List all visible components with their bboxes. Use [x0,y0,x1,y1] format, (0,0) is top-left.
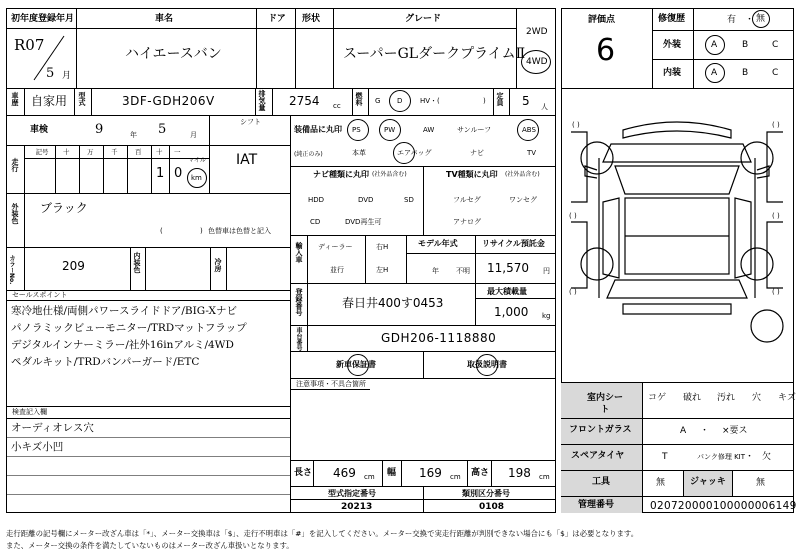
color-value: ブラック [40,201,88,215]
import-dealer: ディーラー [318,243,353,251]
car-name-label: 車名 [155,14,174,24]
fuel-d: D [397,97,403,105]
interior-color-label: 内装色 [133,252,141,273]
diagram-label-5: ( ) [569,288,577,296]
spare-label: スペアタイヤ [571,451,625,461]
mileage-digit-4: 1 [156,166,165,181]
interior-label: 内装 [663,68,682,78]
type-no-label: 型式指定番号 [328,489,376,498]
diagram-label-4: ( ) [772,212,780,220]
grid-line [55,145,56,193]
length-unit: cm [364,473,375,481]
footer-note-2: また、メーター交換の条件を満たしていないものはメーター改ざん車扱いとなります。 [6,541,294,550]
navi-dvd: DVD [358,196,374,204]
mileage-label: 走行 [11,158,19,172]
max-load-label: 最大積載量 [487,287,527,296]
color-no-label: カラーNo. [8,255,15,285]
mgmt-label: 管理番号 [578,500,615,510]
tools-label: 工具 [592,477,611,487]
notes-label: 注意事項・不具合箇所 [296,380,366,388]
sales-point-line-3: デジタルインナーミラー/社外16inアルミ/4WD [11,339,234,351]
usage-value: 自家用 [31,94,68,108]
shape-label: 形状 [302,14,321,24]
interior-grade-b: B [742,68,749,78]
import-rh: 右H [376,243,389,251]
max-load-value: 1,000 [494,305,529,319]
inspection-year: 9 [95,122,104,137]
spare-kit: パンク修理 KIT [697,453,746,461]
model-label: 型式 [78,92,86,106]
mileage-col-6: 一 [174,148,181,156]
mileage-digit-5: 0 [174,166,183,181]
capacity-label: 定員 [496,92,504,106]
width-unit: cm [450,473,461,481]
model-year-label: モデル年式 [418,239,458,248]
spare-none: 欠 [762,452,772,462]
mileage-col-2: 万 [87,148,94,156]
class-no-value: 0108 [479,502,505,512]
type-no-value: 20213 [341,502,373,512]
shift-value: IAT [236,152,258,168]
width-label: 幅 [387,468,397,478]
manual-label: 取扱説明書 [467,360,507,369]
fuel-hv: HV・( [420,97,440,105]
recycle-label: リサイクル預託金 [482,239,545,248]
windshield-a: A [680,426,687,436]
navi-sd: SD [404,196,414,204]
aircon-label: 冷房 [214,258,222,272]
car-condition-diagram [563,92,792,382]
sales-points-label: セールスポイント [12,291,68,299]
reg-number-value: 春日井400す0453 [342,296,444,310]
windshield-note: ×要ス [722,426,748,436]
color-label: 外装色 [11,203,19,224]
import-lh: 左H [376,266,389,274]
score-label: 評価点 [588,15,616,25]
reg-month-value: 5 [46,66,55,81]
mileage-col-1: 十 [63,148,70,156]
grid-line [79,145,80,193]
inspection-month-unit: 月 [190,131,197,139]
diagram-label-1: ( ) [572,121,580,129]
equipment-sub: (純正のみ) [294,151,323,158]
grid-line [103,145,104,193]
capacity-unit: 人 [541,103,548,111]
tv-label: TV種類に丸印 [446,170,498,179]
repair-no: 無 [756,14,766,24]
mileage-mile-unit: マイル [188,157,206,164]
navi-sub: (社外品含む) [372,171,407,178]
height-value: 198 [508,466,531,480]
diagram-label-6: ( ) [772,288,780,296]
navi-cd: CD [310,218,321,226]
footer-note-1: 走行距離の記号欄にメーター改ざん車は「*」、メーター交換車は「$」、走行不明車は「#」を記入してください。メーター交換で実走行距離が判別できない場合にも「$」は必要となります。 [6,529,639,538]
grade-label: グレード [405,14,442,24]
exterior-label: 外装 [663,40,682,50]
exterior-grade-b: B [742,40,749,50]
seat-item-2: 汚れ [717,393,736,403]
repair-sep: ・ [745,15,755,25]
drive-4wd: 4WD [526,57,548,67]
sales-point-line-4: ペダルキット/TRDバンパーガード/ETC [11,356,200,368]
fuel-label: 燃料 [355,92,363,106]
exterior-grade-c: C [772,40,779,50]
import-label: 輸入車 [295,242,303,263]
drive-2wd: 2WD [526,27,548,37]
seat-label: 室内シート [586,393,623,415]
equipment-r2-3: TV [527,149,537,157]
model-value: 3DF-GDH206V [122,94,215,108]
inspector-line-2: 小キズ小凹 [11,441,64,453]
height-unit: cm [539,473,550,481]
mileage-col-0: 記号 [35,148,49,156]
chassis-value: GDH206-1118880 [381,331,497,345]
reg-year-label: 初年度登録年月 [11,14,75,24]
grade-value: スーパーGLダークプライムⅡ [343,46,526,62]
grid-line [169,145,170,193]
seat-item-1: 破れ [683,393,702,403]
equipment-4: ABS [522,126,536,134]
inspector-label: 検査記入欄 [12,408,47,416]
grid-line [127,145,128,193]
width-value: 169 [419,466,442,480]
import-parallel: 並行 [330,266,344,274]
fuel-close: ) [483,97,486,105]
inspection-year-unit: 年 [130,131,137,139]
displacement-unit: cc [333,102,341,110]
exterior-grade-a: A [711,40,718,50]
reg-number-label: 登録番号 [295,288,303,316]
color-note: 色替車は色替と記入 [208,227,271,235]
sales-point-line-1: 寒冷地仕様/両側パワースライドドア/BIG-Xナビ [11,305,238,317]
equipment-label: 装備品に丸印 [294,125,342,134]
repair-yes: 有 [727,15,737,25]
diagram-label-2: ( ) [772,121,780,129]
tv-fullseg: フルセグ [453,196,481,204]
inspector-line-1: オーディオレス穴 [11,422,94,434]
inspection-month: 5 [158,122,167,137]
class-no-label: 類別区分番号 [462,489,510,498]
equipment-r2-1: エアバッグ [397,149,432,157]
spare-t: T [662,452,668,462]
warranty-label: 新車保証書 [336,360,376,369]
color-no-value: 209 [62,259,85,273]
seat-item-3: 穴 [752,393,762,403]
reg-month-unit: 月 [62,71,72,81]
windshield-dot: ・ [700,426,710,436]
recycle-value: 11,570 [487,261,529,275]
color-paren-close: ) [200,227,203,235]
tv-sub: (社外品含む) [505,171,540,178]
score-value: 6 [596,33,616,68]
repair-label: 修復歴 [658,14,686,24]
height-label: 高さ [471,468,490,478]
length-label: 長さ [294,468,313,478]
tools-value: 無 [656,478,666,488]
windshield-label: フロントガラス [569,425,632,435]
jack-value: 無 [756,478,766,488]
fuel-g: G [375,97,381,105]
navi-hdd: HDD [308,196,325,204]
navi-dvd-play: DVD再生可 [345,218,382,226]
recycle-unit: 円 [543,267,550,275]
capacity-value: 5 [522,94,530,108]
door-label: ドア [268,14,286,24]
equipment-1: PW [384,126,396,134]
equipment-3: サンルーフ [457,126,492,134]
max-load-unit: kg [542,312,551,320]
model-year-unknown: 不明 [456,267,470,275]
grid-line [151,145,152,193]
tv-oneseg: ワンセグ [509,196,537,204]
equipment-2: AW [423,126,435,134]
shift-label: シフト [240,118,261,126]
interior-grade-c: C [772,68,779,78]
car-name-value: ハイエースバン [125,46,222,62]
equipment-r2-0: 本革 [352,149,366,157]
inspection-label: 車検 [30,125,49,135]
jack-label: ジャッキ [690,477,726,487]
equipment-r2-2: ナビ [470,149,484,157]
displacement-label: 排気量 [258,90,266,111]
color-paren-open: ( [160,227,163,235]
sales-point-line-2: パノラミックビューモニター/TRDマットフラップ [11,322,247,334]
seat-item-4: キズ [778,393,796,403]
mileage-col-4: 百 [135,148,142,156]
mileage-col-3: 千 [111,148,118,156]
chassis-label: 車台番号 [295,327,302,351]
equipment-0: PS [352,126,361,134]
mileage-col-5: 十 [156,148,163,156]
reg-era-value: R07 [14,36,45,54]
mileage-km-unit: km [191,174,202,182]
seat-item-0: コゲ [648,393,667,403]
tv-analog: アナログ [453,218,481,226]
mgmt-value: 020720000100000006149 [650,500,797,512]
spare-dash: ・ [745,452,755,462]
length-value: 469 [333,466,356,480]
interior-grade-a: A [711,68,718,78]
usage-label: 車歴 [11,92,19,106]
model-year-unit: 年 [432,267,439,275]
diagram-label-3: ( ) [569,212,577,220]
navi-label: ナビ種類に丸印 [313,170,369,179]
displacement-value: 2754 [289,94,320,108]
